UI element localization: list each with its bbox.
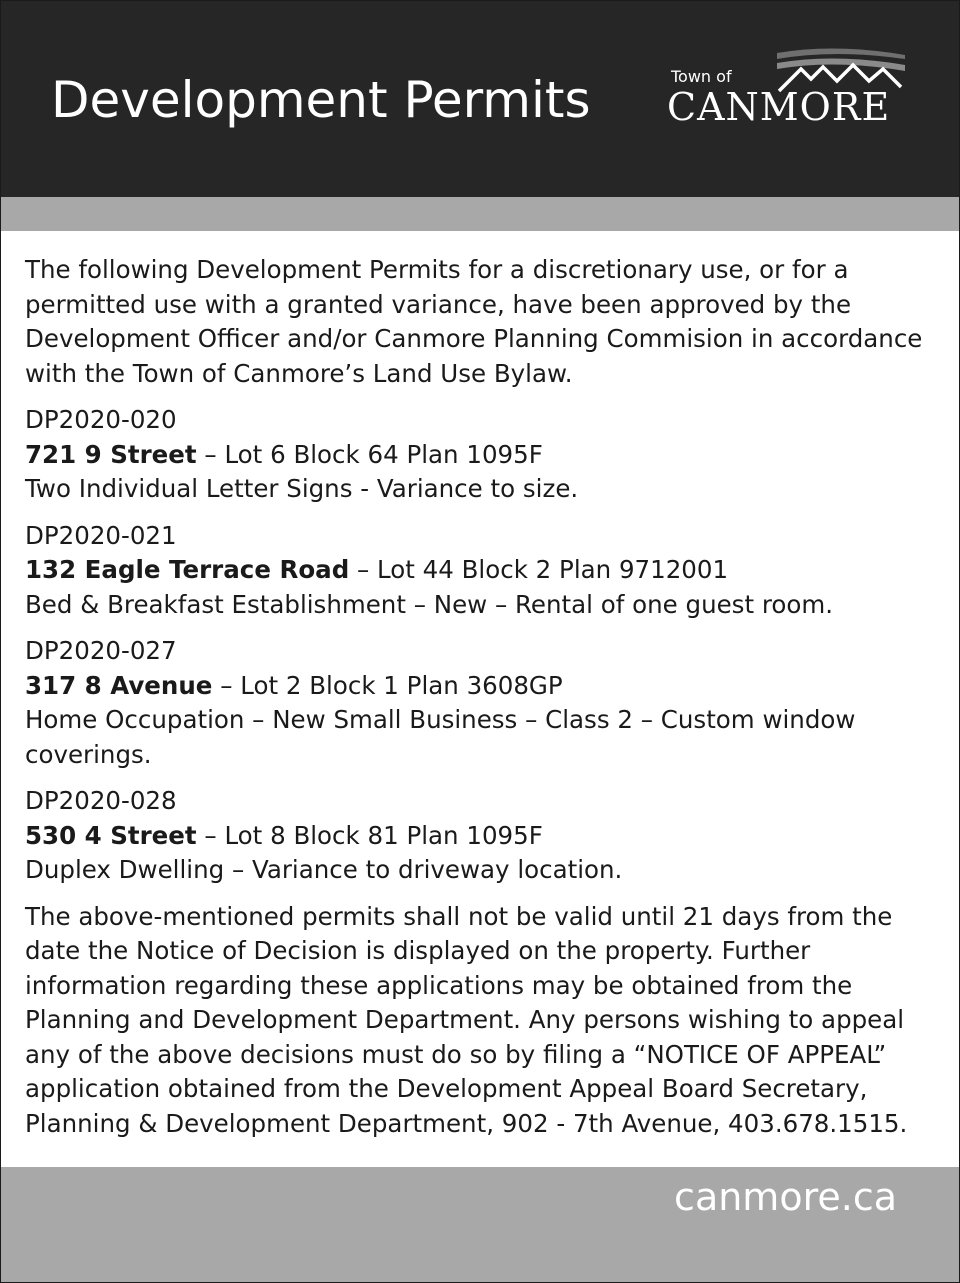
closing-paragraph: The above-mentioned permits shall not be valid until 21 days from the date the Notice of Decision is displayed on the property. Further information regarding these applications may be obtained from the Planning and Development Department. Any persons wishing to appeal any of the above decisions must do so by filing a “NOTICE OF APPEAL” application obtained from the Development Appeal Board Secretary, Planning & Development Department, 902 - 7th Avenue, 403.678.1515. xyxy=(25,901,908,1138)
permit-entry xyxy=(25,784,940,888)
permit-entry xyxy=(25,519,940,623)
header-banner xyxy=(1,1,959,197)
permit-number: DP2020-027 xyxy=(25,636,177,665)
intro-paragraph: The following Development Permits for a discretionary use, or for a permitted use with a granted variance, have been approved by the Development Officer and/or Canmore Planning Commision in accordance with the Town of Canmore’s Land Use Bylaw. xyxy=(25,255,923,388)
permit-entry xyxy=(25,403,940,507)
page-title: Development Permits xyxy=(51,71,591,129)
permit-number: DP2020-021 xyxy=(25,520,177,550)
permit-legal: – Lot 6 Block 64 Plan 1095F xyxy=(196,439,543,469)
permit-number: DP2020-020 xyxy=(25,405,177,434)
permit-address: 721 9 Street xyxy=(25,439,197,469)
permit-location xyxy=(25,669,940,704)
permit-legal: – Lot 44 Block 2 Plan 9712001 xyxy=(349,555,729,584)
footer-band xyxy=(1,1167,959,1282)
permit-address: 132 Eagle Terrace Road xyxy=(25,555,350,584)
permit-description: Two Individual Letter Signs - Variance to size. xyxy=(25,474,579,503)
permit-legal: – Lot 2 Block 1 Plan 3608GP xyxy=(212,670,563,700)
permit-location xyxy=(25,819,940,854)
website-link[interactable]: canmore.ca xyxy=(674,1175,897,1219)
permit-entry xyxy=(25,634,940,772)
permit-legal: – Lot 8 Block 81 Plan 1095F xyxy=(196,820,543,850)
logo-wordmark: CANMORE xyxy=(667,85,891,129)
permit-location xyxy=(25,438,940,473)
permit-location xyxy=(25,553,940,588)
logo-town-of: Town of xyxy=(671,67,732,86)
permit-description: Home Occupation – New Small Business – Class 2 – Custom window coverings. xyxy=(25,705,856,769)
permit-description: Duplex Dwelling – Variance to driveway location. xyxy=(25,855,623,884)
top-band xyxy=(1,197,959,231)
town-logo xyxy=(665,45,915,135)
notice-body xyxy=(25,253,940,1153)
permit-description: Bed & Breakfast Establishment – New – Rental of one guest room. xyxy=(25,589,834,619)
permit-address: 530 4 Street xyxy=(25,820,197,850)
permit-address: 317 8 Avenue xyxy=(25,670,213,700)
permit-number: DP2020-028 xyxy=(25,786,177,815)
